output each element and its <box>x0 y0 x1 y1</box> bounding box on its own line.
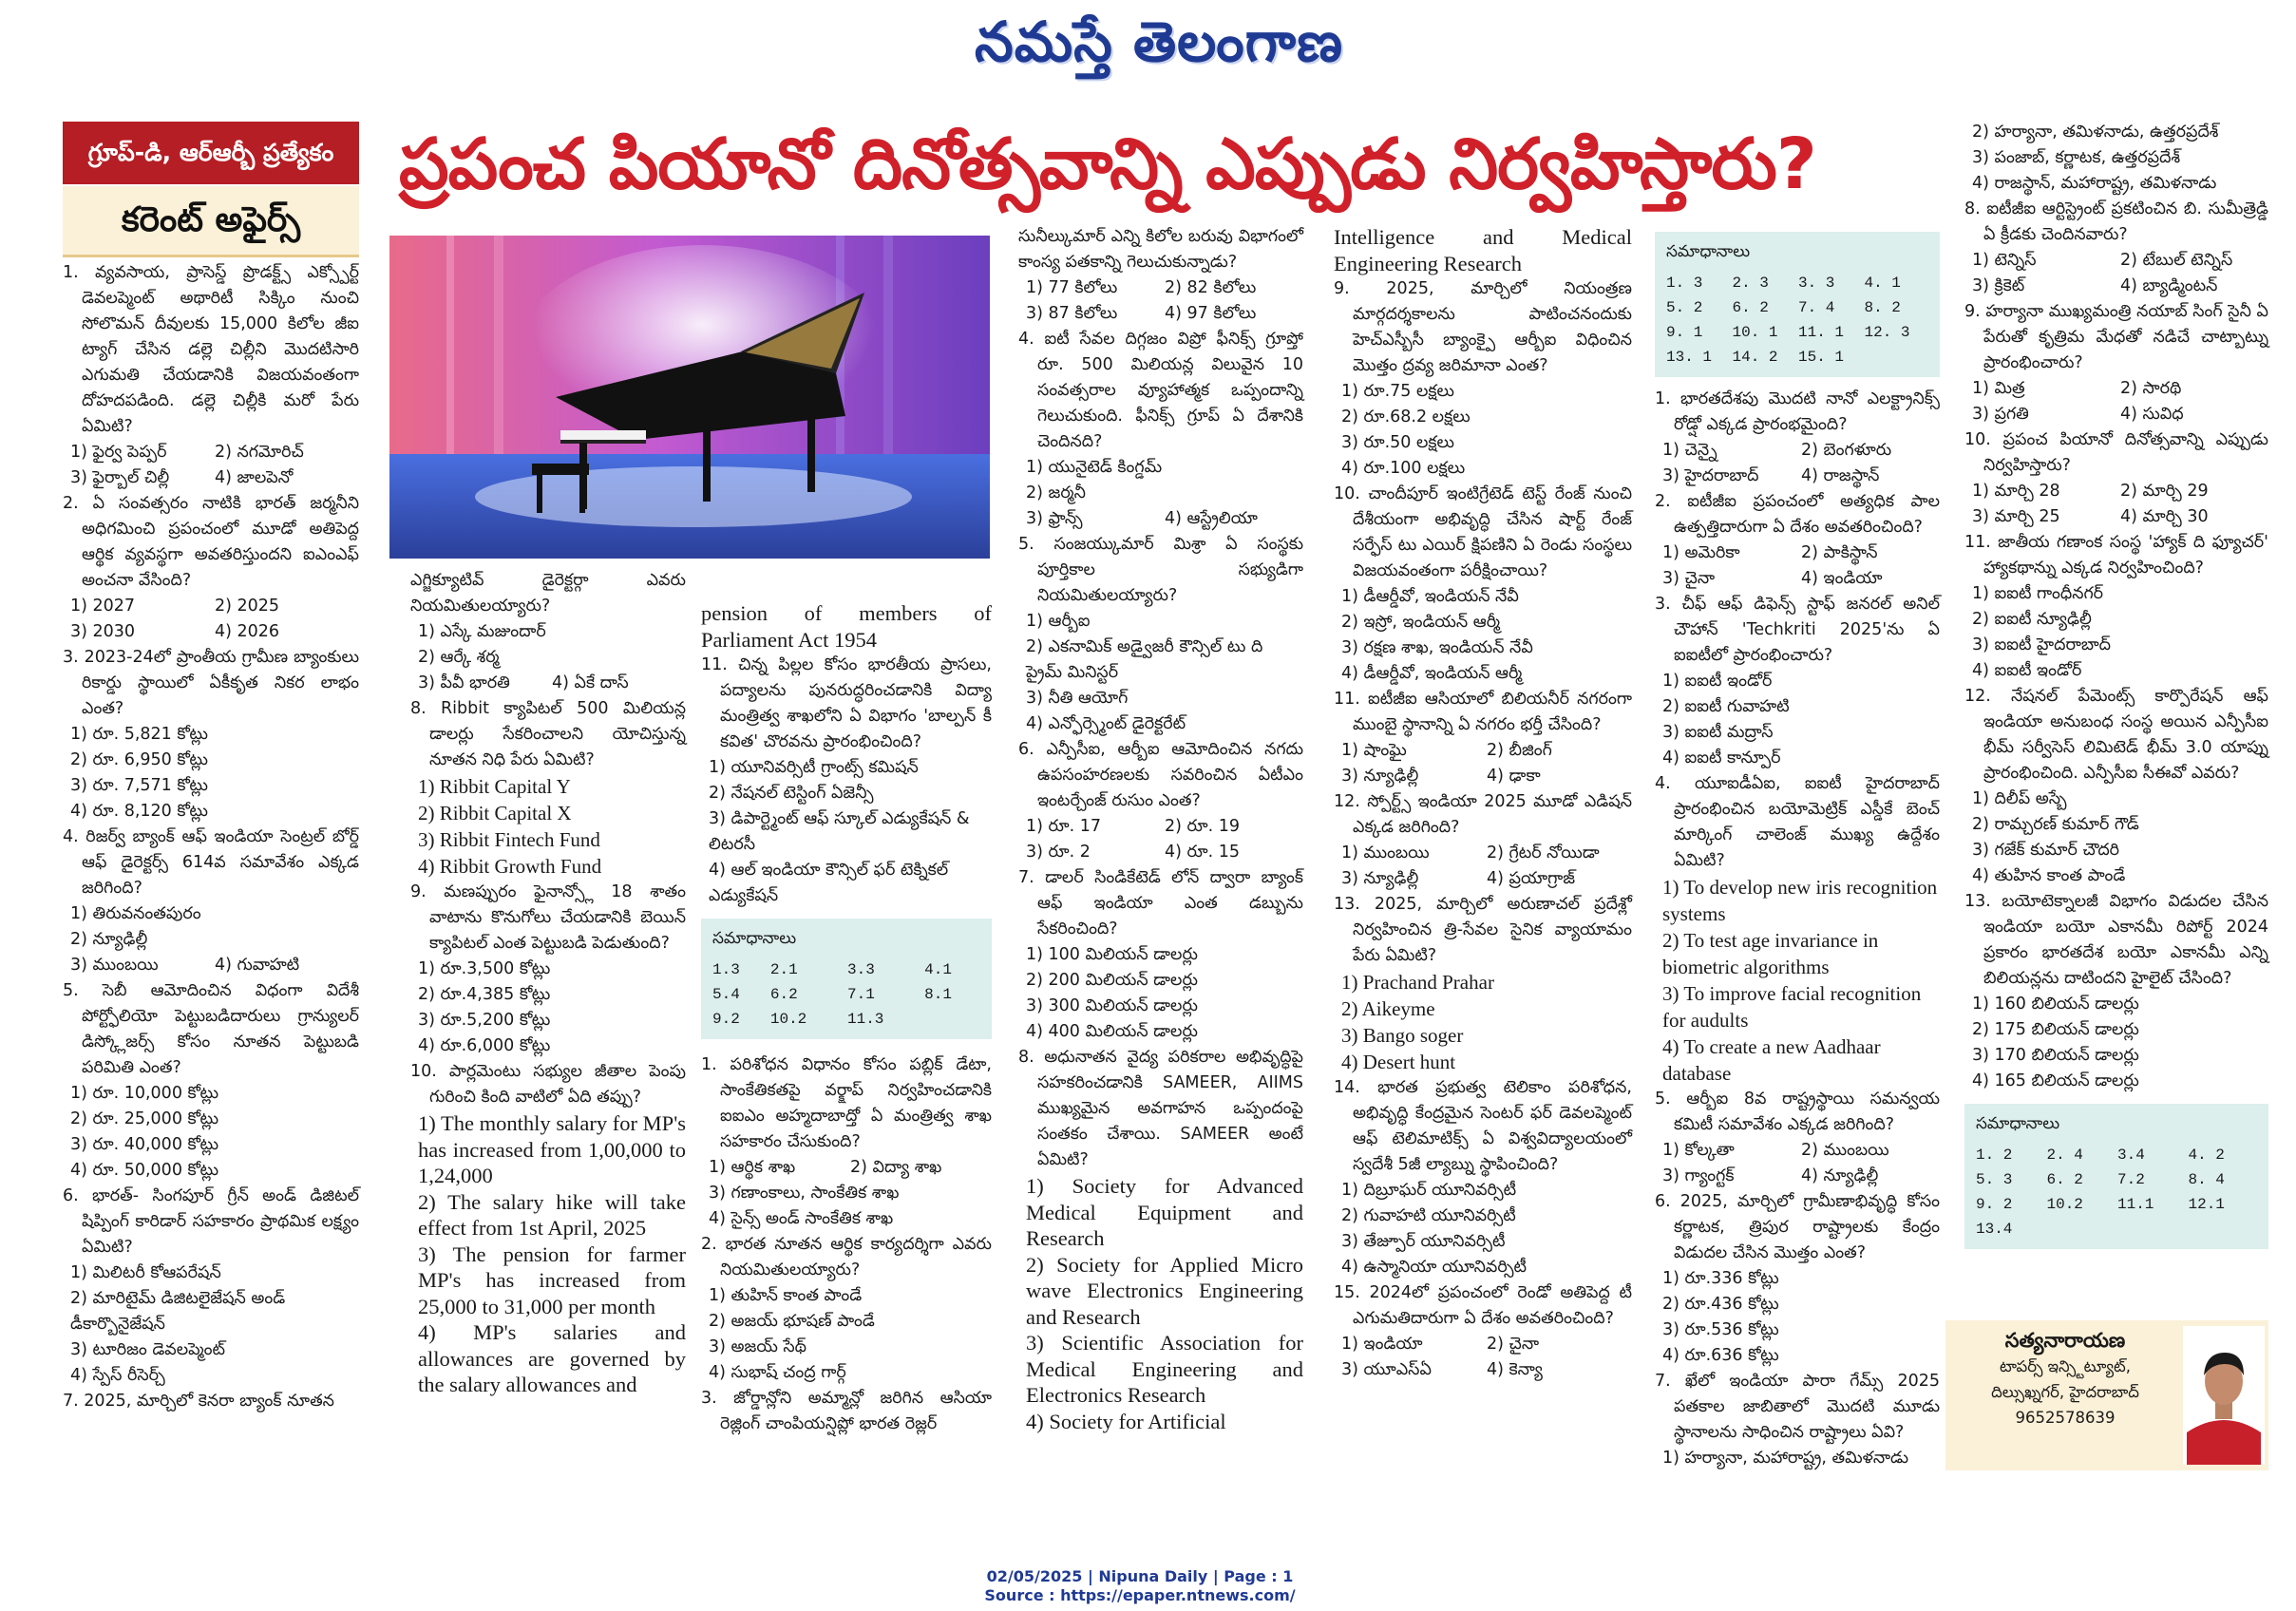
footer-source-line: Source : https://epaper.ntnews.com/ <box>984 1586 1296 1604</box>
option: 1) మిలిటరీ కోఆపరేషన్ <box>70 1263 221 1282</box>
question: 15. 2024లో ప్రపంచంలో రెండో అతిపెద్ద టీ ఎగుమతిదారుగా ఏ దేశం అవతరించింది? <box>1334 1283 1632 1328</box>
page-footer <box>950 1567 1330 1605</box>
option: 3) రక్షణ శాఖ, ఇండియన్ నేవీ <box>1341 638 1533 657</box>
answers-box <box>701 919 992 1039</box>
author-details <box>1951 1328 2179 1431</box>
option: 3) పంజాబ్, కర్ణాటక, ఉత్తరప్రదేశ్ <box>1972 148 2181 167</box>
option: 2) రూ.68.2 లక్షలు <box>1341 407 1471 426</box>
piano-photo <box>389 236 990 559</box>
option: 2) 175 బిలియన్ డాలర్లు <box>1972 1020 2139 1039</box>
option: 1) రూ. 5,821 కోట్లు <box>70 725 208 744</box>
column-1 <box>63 260 359 1414</box>
options-row: 1) షాంఘై 2) బీజింగ్ <box>1341 741 1552 760</box>
column-2 <box>410 568 686 1398</box>
question: 9. హర్యానా ముఖ్యమంత్రి నయాబ్ సింగ్ సైనీ ఏ పేరుతో కృత్రిమ మేధతో నడిచే చాట్బాట్ను ప్రారంభించారు? <box>1964 302 2268 372</box>
question: 13. బయోటెక్నాలజీ విభాగం విడుదల చేసిన ఇండియా బయో ఎకానమీ రిపోర్ట్ 2024 ప్రకారం భారతదేశ బయో ఎకానమీ ఎన్ని బిలియన్లను దాటిందని హైలైట్ చేసింది? <box>1964 892 2268 988</box>
question: 4. యూఐడీఏఐ, ఐఐటీ హైదరాబాద్ ప్రారంభించిన బయోమెట్రిక్ ఎస్డీకే బెంచ్ మార్కింగ్ చాలెంజ్ ముఖ్య ఉద్దేశం ఏమిటి? <box>1655 774 1940 870</box>
question: 7. 2025, మార్చిలో కెనరా బ్యాంక్ నూతన <box>63 1392 334 1411</box>
options-row: 3) న్యూఢిల్లీ 4) ఢాకా <box>1341 767 1541 786</box>
column-6 <box>1655 232 1940 1471</box>
options-row: 3) క్రికెట్ 4) బ్యాడ్మింటన్ <box>1972 276 2218 295</box>
options-row: 3) ఫైర్బాల్ చిల్లీ 4) జాలపెనో <box>70 468 294 487</box>
author-name: సత్యనారాయణ <box>2004 1329 2126 1352</box>
option: 4) Ribbit Growth Fund <box>418 855 602 878</box>
column-3 <box>701 600 992 1437</box>
option: 2) రూ. 6,950 కోట్లు <box>70 750 208 769</box>
option: 4) ఎన్ఫోర్స్మెంట్ డైరెక్టరేట్ <box>1026 714 1186 733</box>
option: 1) ఆర్బీఐ <box>1026 612 1091 631</box>
answers-box <box>1655 232 1940 377</box>
option: 2) అజయ్ భూషణ్ పాండే <box>709 1312 875 1331</box>
option: 1) 160 బిలియన్ డాలర్లు <box>1972 995 2139 1014</box>
option: 2) To test age invariance in biometric algorithms <box>1662 929 1879 978</box>
question: 11. జాతీయ గణాంక సంస్థ 'హ్యాక్ ది ఫ్యూచర్' హ్యాకథాన్ను ఎక్కడ నిర్వహించింది? <box>1964 533 2268 578</box>
option: 4) తుహిన కాంత పాండే <box>1972 866 2126 885</box>
options-row: 3) ప్రగతి 4) సువిధ <box>1972 405 2184 424</box>
option: 1) Ribbit Capital Y <box>418 775 571 798</box>
question: 12. స్పోర్ట్స్ ఇండియా 2025 మూడో ఎడిషన్ ఎక్కడ జరిగింది? <box>1334 792 1632 837</box>
footer-date-line: 02/05/2025 | Nipuna Daily | Page : 1 <box>986 1567 1294 1585</box>
option: 3) డిపార్ట్మెంట్ ఆఫ్ స్కూల్ ఎడ్యుకేషన్ & లిటరసీ <box>709 809 970 854</box>
option: 1) Prachand Prahar <box>1341 971 1494 994</box>
option: 3) రూ.5,200 కోట్లు <box>418 1011 551 1030</box>
options-row: 1) 2027 2) 2025 <box>70 597 280 616</box>
options-row: 3) మార్చి 25 4) మార్చి 30 <box>1972 507 2209 526</box>
answers-table: 1. 3 2. 3 3. 3 4. 1 5. 2 6. 2 7. 4 8. 2 9. 1 10. 1 11. 1 12. 3 13. 1 14. 2 15. 1 <box>1666 275 1910 366</box>
option: 4) ఉస్మానియా యూనివర్సిటీ <box>1341 1258 1527 1277</box>
option: 1) రూ.336 కోట్లు <box>1662 1269 1779 1288</box>
option: 1) దిలీప్ అస్బే <box>1972 789 2067 808</box>
question: 2. ఏ సంవత్సరం నాటికి భారత్ జర్మనీని అధిగమించి ప్రపంచంలో మూడో అతిపెద్ద ఆర్థిక వ్యవస్థగా అవతరిస్తుందని ఐఎంఎఫ్ అంచనా వేసింది? <box>63 494 359 590</box>
column-4 <box>1018 224 1303 1434</box>
option: 1) ఐఐటీ ఇండోర్ <box>1662 672 1773 691</box>
option: 1) రూ.3,500 కోట్లు <box>418 959 551 978</box>
piano-illustration <box>389 236 990 559</box>
option: 1) యూనివర్సిటీ గ్రాంట్స్ కమిషన్ <box>709 758 919 777</box>
options-row: 3) రూ. 2 4) రూ. 15 <box>1026 843 1240 862</box>
options-row: 1) మిత్ర 2) సారథి <box>1972 379 2182 398</box>
topic-badge: కరెంట్ అఫైర్స్ <box>63 186 359 257</box>
option: 1) To develop new iris recognition systems <box>1662 876 1938 925</box>
question: 9. మణప్పురం ఫైనాన్స్లో 18 శాతం వాటాను కొనుగోలు చేయడానికి బెయిన్ క్యాపిటల్ ఎంత పెట్టుబడి పెడుతుంది? <box>410 882 686 953</box>
question: 6. 2025, మార్చిలో గ్రామీణాభివృద్ధి కోసం కర్ణాటక, త్రిపుర రాష్ట్రాలకు కేంద్రం విడుదల చేసిన మొత్తం ఎంత? <box>1655 1192 1940 1262</box>
option: 2) 200 మిలియన్ డాలర్లు <box>1026 971 1198 990</box>
option: 3) రూ. 40,000 కోట్లు <box>70 1135 219 1154</box>
column-7 <box>1964 120 2268 1249</box>
options-row: 1) అమెరికా 2) పాకిస్థాన్ <box>1662 543 1878 562</box>
option: 3) The pension for farmer MP's has increased from 25,000 to 31,000 per month <box>418 1241 686 1318</box>
option: 2) రూ.4,385 కోట్లు <box>418 985 551 1004</box>
option: 3) Scientific Association for Medical Engineering and Electronics Research <box>1026 1331 1303 1407</box>
answers-title: సమాధానాలు <box>712 929 797 948</box>
options-row: 3) 87 కిలోలు 4) 97 కిలోలు <box>1026 304 1257 323</box>
question: 7. డాలర్ సిండికేటెడ్ లోన్ ద్వారా బ్యాంక్ ఆఫ్ ఇండియా ఎంత డబ్బును సేకరించింది? <box>1018 868 1303 938</box>
options-row: 3) ముంబయి 4) గువాహటి <box>70 956 300 975</box>
options-row: 3) 2030 4) 2026 <box>70 622 280 641</box>
question: 10. పార్లమెంటు సభ్యుల జీతాల పెంపు గురించి కింది వాటిలో ఏది తప్పు? <box>410 1062 686 1107</box>
option: 2) నేషనల్ టెస్టింగ్ ఏజెన్సీ <box>709 784 874 803</box>
question: 7. ఖేలో ఇండియా పారా గేమ్స్ 2025 పతకాల జాబితాలో మొదటి మూడు స్థానాలను సాధించిన రాష్ట్రాలు ఏవి? <box>1655 1372 1940 1442</box>
question: 10. ప్రపంచ పియానో దినోత్సవాన్ని ఎప్పుడు నిర్వహిస్తారు? <box>1964 430 2268 475</box>
masthead-logo: నమస్తే తెలంగాణ <box>975 9 1343 74</box>
question: 5. సెబీ ఆమోదించిన విధంగా విదేశీ పోర్ట్ఫోలియో పెట్టుబడిదారులు గ్రాన్యులర్ డిస్క్లోజర్స్ కోసం నూతన పెట్టుబడి పరిమితి ఎంత? <box>63 981 359 1077</box>
option: 1) యునైటెడ్ కింగ్డమ్ <box>1026 458 1163 477</box>
series-badge: గ్రూప్-డి, ఆర్ఆర్బీ ప్రత్యేకం <box>63 122 359 184</box>
question: 8. Ribbit క్యాపిటల్ 500 మిలియన్ల డాలర్లు సేకరించాలని యోచిస్తున్న నూతన నిధి పేరు ఏమిటి? <box>410 699 686 769</box>
options-row: 1) 77 కిలోలు 2) 82 కిలోలు <box>1026 278 1257 297</box>
option: 2) గువాహటి యూనివర్సిటీ <box>1341 1206 1516 1225</box>
option: 4) ఆల్ ఇండియా కౌన్సిల్ ఫర్ టెక్నికల్ ఎడ్యుకేషన్ <box>709 861 949 905</box>
headline: ప్రపంచ పియానో దినోత్సవాన్ని ఎప్పుడు నిర్వహిస్తారు? <box>399 123 1816 205</box>
option: 1) డీఆర్డీవో, ఇండియన్ నేవీ <box>1341 587 1519 606</box>
question-cont: Intelligence and Medical Engineering Research <box>1334 225 1632 275</box>
option: 2) ఐఐటీ గువాహటి <box>1662 697 1790 716</box>
option: 4) Society for Artificial <box>1026 1409 1226 1433</box>
question: 14. భారత ప్రభుత్వ టెలికాం పరిశోధన, అభివృద్ధి కేంద్రమైన సెంటర్ ఫర్ డెవలప్మెంట్ ఆఫ్ టెలిమాటిక్స్ ఏ విశ్వవిద్యాలయంలో స్వదేశీ 5జీ ల్యాబ్ను స్థాపించింది? <box>1334 1078 1632 1174</box>
option: 4) సైన్స్ అండ్ సాంకేతిక శాఖ <box>709 1209 894 1228</box>
option: 4) సుభాష్ చంద్ర గార్గ్ <box>709 1363 846 1382</box>
options-row: 1) కోల్కతా 2) ముంబయి <box>1662 1141 1889 1160</box>
option: 3) రూ.50 లక్షలు <box>1341 433 1454 452</box>
option: 2) హర్యానా, తమిళనాడు, ఉత్తరప్రదేశ్ <box>1972 123 2219 142</box>
question: 6. భారత్- సింగపూర్ గ్రీన్ అండ్ డిజిటల్ షిప్పింగ్ కారిడార్ సహకారం ప్రాథమిక లక్ష్యం ఏమిటి? <box>63 1186 359 1257</box>
option: 3) గజేక్ కుమార్ చౌదరి <box>1972 841 2120 860</box>
author-place: దిల్సుఖ్నగర్, హైదరాబాద్ <box>1991 1383 2139 1401</box>
question: 9. 2025, మార్చిలో నియంత్రణ మార్గదర్శకాలను పాటించనందుకు హెచ్ఎస్బీసీ బ్యాంక్పై ఆర్బీఐ విధించిన మొత్తం ద్రవ్య జరిమానా ఎంత? <box>1334 279 1632 375</box>
option: 3) Ribbit Fintech Fund <box>418 828 600 851</box>
option: 4) స్పేస్ రీసెర్చ్ <box>70 1366 165 1385</box>
option: 1) 100 మిలియన్ డాలర్లు <box>1026 945 1198 964</box>
options-row: 3) చైనా 4) ఇండియా <box>1662 569 1883 588</box>
options-row: 3) న్యూఢిల్లీ 4) ప్రయాగ్రాజ్ <box>1341 869 1575 888</box>
option: 2) ఎకనామిక్ అడ్వైజరీ కౌన్సిల్ టు ది ప్రైమ్ మినిస్టర్ <box>1026 637 1263 682</box>
option: 4) రూ.100 లక్షలు <box>1341 459 1466 478</box>
option: 1) The monthly salary for MP's has increased from 1,00,000 to 1,24,000 <box>418 1111 686 1187</box>
option: 1) ఎస్కే మజుందార్ <box>418 622 546 641</box>
question: 1. వ్యవసాయ, ప్రాసెస్డ్ ప్రొడక్ట్స్ ఎక్స్పోర్ట్ డెవలప్మెంట్ అథారిటీ సిక్కిం నుంచి సోలొమన్ దీవులకు 15,000 కిలోల జీఐ ట్యాగ్ చేసిన డల్లె చిల్లీని మొదటిసారి ఎగుమతి చేయడానికి విజయవంతంగా దోహదపడింది. డల్లె చిల్లీకి మరో పేరు ఏమిటి? <box>63 263 359 436</box>
options-row: 1) ఆర్థిక శాఖ 2) విద్యా శాఖ <box>709 1158 942 1177</box>
option: 3) 170 బిలియన్ డాలర్లు <box>1972 1046 2139 1065</box>
option: 1) ఐఐటీ గాంధీనగర్ <box>1972 584 2104 603</box>
option: 3) రూ.536 కోట్లు <box>1662 1320 1779 1339</box>
author-box <box>1945 1320 2268 1470</box>
question: 13. 2025, మార్చిలో అరుణాచల్ ప్రదేశ్లో నిర్వహించిన త్రి-సేవల సైనిక వ్యాయామం పేరు ఏమిటి? <box>1334 895 1632 965</box>
option: 4) MP's salaries and allowances are governed by the salary allowances and <box>418 1320 686 1396</box>
options-row: 3) గ్యాంగ్టక్ 4) న్యూఢిల్లీ <box>1662 1166 1879 1185</box>
question: 5. ఆర్బీఐ 8వ రాష్ట్రస్థాయి సమన్వయ కమిటీ సమావేశం ఎక్కడ జరిగింది? <box>1655 1090 1940 1134</box>
question: 2. భారత నూతన ఆర్థిక కార్యదర్శిగా ఎవరు నియమితులయ్యారు? <box>701 1235 992 1279</box>
question: 4. రిజర్వ్ బ్యాంక్ ఆఫ్ ఇండియా సెంట్రల్ బోర్డ్ ఆఫ్ డైరెక్టర్స్ 614వ సమావేశం ఎక్కడ జరిగింది? <box>63 827 359 898</box>
question-cont: ఎగ్జిక్యూటివ్ డైరెక్టర్గా ఎవరు నియమితులయ్యారు? <box>410 571 686 616</box>
option: 1) తుహిన్ కాంత పాండే <box>709 1286 863 1305</box>
question: 4. ఐటీ సేవల దిగ్గజం విప్రో ఫీనిక్స్ గ్రూప్తో రూ. 500 మిలియన్ల విలువైన 10 సంవత్సరాల వ్యూహాత్మక ఒప్పందాన్ని గెలుచుకుంది. ఫీనిక్స్ గ్రూప్ ఏ దేశానికి చెందినది? <box>1018 330 1303 451</box>
option: 4) రూ.636 కోట్లు <box>1662 1346 1779 1365</box>
option: 1) దిబ్రూఘర్ యూనివర్సిటీ <box>1341 1181 1517 1200</box>
option: 2) The salary hike will take effect from 1st April, 2025 <box>418 1189 686 1240</box>
option: 2) ఆర్కే శర్మ <box>418 648 500 667</box>
author-phone: 9652578639 <box>2015 1409 2116 1427</box>
option: 3) To improve facial recognition for audults <box>1662 982 1922 1032</box>
question: 2. ఐటీజీఐ ప్రపంచంలో అత్యధిక పాల ఉత్పత్తిదారుగా ఏ దేశం అవతరించింది? <box>1655 492 1940 537</box>
options-row: 3) హైదరాబాద్ 4) రాజస్థాన్ <box>1662 466 1880 485</box>
option: 3) గణాంకాలు, సాంకేతిక శాఖ <box>709 1184 900 1203</box>
option: 2) రూ. 25,000 కోట్లు <box>70 1109 219 1128</box>
option: 2) ఇస్రో, ఇండియన్ ఆర్మీ <box>1341 613 1500 632</box>
option: 2) Aikeyme <box>1341 997 1435 1020</box>
option: 2) ఐఐటీ న్యూఢిల్లీ <box>1972 610 2092 629</box>
option: 3) Bango soger <box>1341 1024 1464 1047</box>
question: 11. చిన్న పిల్లల కోసం భారతీయ ప్రాసలు, పద్యాలను పునరుద్ధరించడానికి విద్యా మంత్రిత్వ శాఖలోని ఏ విభాగం 'బాల్పన్ కీ కవిత' చొరవను ప్రారంభించింది? <box>701 655 992 751</box>
answers-table: 1. 2 2. 4 3.4 4. 2 5. 3 6. 2 7.2 8. 4 9. 2 10.2 11.1 12.1 13.4 <box>1976 1147 2225 1238</box>
option: 4) రూ. 50,000 కోట్లు <box>70 1161 219 1180</box>
question-cont: pension of members of Parliament Act 1954 <box>701 601 992 652</box>
option: 1) రూ. 10,000 కోట్లు <box>70 1084 219 1103</box>
question: 3. చీఫ్ ఆఫ్ డిఫెన్స్ స్టాఫ్ జనరల్ అనిల్ చౌహాన్ 'Techkriti 2025'ను ఏ ఐఐటీలో ప్రారంభించారు? <box>1655 595 1940 665</box>
option: 2) Society for Applied Micro wave Electronics Engineering and Research <box>1026 1252 1303 1329</box>
option: 4) రూ. 8,120 కోట్లు <box>70 802 208 821</box>
option: 2) రామ్చరణ్ కుమార్ గౌడ్ <box>1972 815 2139 834</box>
option: 3) అజయ్ సేథ్ <box>709 1337 807 1356</box>
option: 3) తేజ్పూర్ యూనివర్సిటీ <box>1341 1232 1506 1251</box>
option: 3) రూ. 7,571 కోట్లు <box>70 776 208 795</box>
options-row: 1) చెన్నై 2) బెంగళూరు <box>1662 441 1892 460</box>
question: 6. ఎన్పీసీఐ, ఆర్బీఐ ఆమోదించిన నగదు ఉపసంహరణలకు సవరించిన ఏటీఎం ఇంటర్చేంజ్ రుసుం ఎంత? <box>1018 740 1303 810</box>
question: 1. పరిశోధన విధానం కోసం పబ్లిక్ డేటా, సాంకేతికతపై వర్క్షాప్ నిర్వహించడానికి ఐఐఎం అహ్మదాబాద్తో ఏ మంత్రిత్వ శాఖ సహకారం చేసుకుంది? <box>701 1055 992 1151</box>
option: 2) రూ.436 కోట్లు <box>1662 1295 1779 1314</box>
question: 3. జోర్డాన్లోని అమ్మాన్లో జరిగిన ఆసియా రెజ్లింగ్ చాంపియన్షిప్లో భారత రెజ్లర్ <box>701 1389 992 1433</box>
options-row: 1) ముంబయి 2) గ్రేటర్ నోయిడా <box>1341 843 1600 862</box>
option: 4) To create a new Aadhaar database <box>1662 1035 1881 1085</box>
option: 4) రూ.6,000 కోట్లు <box>418 1036 551 1055</box>
option: 3) 300 మిలియన్ డాలర్లు <box>1026 996 1198 1015</box>
question-cont: సునీల్కుమార్ ఎన్ని కిలోల బరువు విభాగంలో కాంస్య పతకాన్ని గెలుచుకున్నాడు? <box>1018 227 1303 272</box>
option: 4) Desert hunt <box>1341 1051 1456 1073</box>
options-row: 1) ఫైర్వ పెప్పర్ 2) నగమోరిచ్ <box>70 443 304 462</box>
column-5 <box>1334 224 1632 1383</box>
option: 1) హర్యానా, మహారాష్ట్ర, తమిళనాడు <box>1662 1449 1909 1468</box>
author-org: టాపర్స్ ఇన్స్టిట్యూట్, <box>2000 1357 2131 1375</box>
avatar-icon <box>2183 1326 2265 1465</box>
question: 12. నేషనల్ పేమెంట్స్ కార్పొరేషన్ ఆఫ్ ఇండియా అనుబంధ సంస్థ అయిన ఎన్పీసీఐ భీమ్ సర్వీసెస్ లిమిటెడ్ భీమ్ 3.0 యాప్ను ప్రారంభించింది. ఎన్పీసీఐ సీఈవో ఎవరు? <box>1964 687 2268 783</box>
question: 1. భారతదేశపు మొదటి నానో ఎలక్ట్రానిక్స్ రోడ్షో ఎక్కడ ప్రారంభమైంది? <box>1655 389 1940 434</box>
question: 5. సంజయ్కుమార్ మిశ్రా ఏ సంస్థకు పూర్తికాల సభ్యుడిగా నియమితులయ్యారు? <box>1018 535 1303 605</box>
options-row: 3) ఫ్రాన్స్ 4) ఆస్ట్రేలియా <box>1026 509 1258 528</box>
options-row: 1) టెన్నిస్ 2) టేబుల్ టెన్నిస్ <box>1972 251 2233 270</box>
options-row: 1) రూ. 17 2) రూ. 19 <box>1026 817 1240 836</box>
option: 2) న్యూఢిల్లీ <box>70 930 148 949</box>
author-photo <box>2183 1326 2265 1465</box>
option: 4) 400 మిలియన్ డాలర్లు <box>1026 1022 1198 1041</box>
question: 11. ఐటీజీఐ ఆసియాలో బిలియనీర్ నగరంగా ముంబై స్థానాన్ని ఏ నగరం భర్తీ చేసింది? <box>1334 690 1632 734</box>
option: 2) జర్మనీ <box>1026 483 1086 502</box>
question: 8. ఐటీజీఐ ఆర్టిస్ట్రెంట్ ప్రకటించిన బి. సుమీత్రెడ్డి ఏ క్రీడకు చెందినవారు? <box>1964 199 2268 244</box>
option: 4) రాజస్థాన్, మహారాష్ట్ర, తమిళనాడు <box>1972 174 2217 193</box>
answers-title: సమాధానాలు <box>1976 1114 2060 1133</box>
option: 1) Society for Advanced Medical Equipment and Research <box>1026 1174 1303 1250</box>
option: 3) టూరిజం డెవలప్మెంట్ <box>70 1340 226 1359</box>
option: 4) ఐఐటీ ఇండోర్ <box>1972 661 2082 680</box>
answers-title: సమాధానాలు <box>1666 242 1751 261</box>
option: 2) Ribbit Capital X <box>418 802 572 824</box>
option: 3) ఐఐటీ మద్రాస్ <box>1662 723 1774 742</box>
option: 1) రూ.75 లక్షలు <box>1341 382 1454 401</box>
answers-box <box>1964 1104 2268 1249</box>
answers-table: 1.3 2.1 3.3 4.1 5.4 6.2 7.1 8.1 9.2 10.2 11.3 <box>712 961 952 1028</box>
options-row: 3) యూఎస్ఏ 4) కెన్యా <box>1341 1360 1543 1379</box>
options-row: 1) మార్చి 28 2) మార్చి 29 <box>1972 482 2209 501</box>
option: 4) 165 బిలియన్ డాలర్లు <box>1972 1071 2139 1090</box>
option: 3) నీతి ఆయోగ్ <box>1026 689 1129 708</box>
question: 10. చాందీపూర్ ఇంటిగ్రేటెడ్ టెస్ట్ రేంజ్ నుంచి దేశీయంగా అభివృద్ధి చేసిన షార్ట్ రేంజ్ సర్ఫేస్ టు ఎయిర్ క్షిపణిని ఏ రెండు సంస్థలు విజయవంతంగా పరీక్షించాయి? <box>1334 484 1632 580</box>
options-row: 1) ఇండియా 2) చైనా <box>1341 1335 1540 1354</box>
option: 4) ఐఐటీ కాన్పూర్ <box>1662 749 1781 768</box>
options-row: 3) పీవీ భారతి 4) ఏకే దాస్ <box>418 673 629 692</box>
option: 1) తిరువనంతపురం <box>70 904 201 923</box>
option: 4) డీఆర్డీవో, ఇండియన్ ఆర్మీ <box>1341 664 1523 683</box>
option: 2) మారిటైమ్ డిజిటలైజేషన్ అండ్ డీకార్బొనైజేషన్ <box>70 1289 286 1334</box>
question: 8. అధునాతన వైద్య పరికరాల అభివృద్ధిపై సహకరించడానికి SAMEER, AIIMS ముఖ్యమైన అవగాహన ఒప్పందంపై సంతకం చేశాయి. SAMEER అంటే ఏమిటి? <box>1018 1048 1303 1169</box>
option: 3) ఐఐటీ హైదరాబాద్ <box>1972 635 2111 654</box>
question: 3. 2023-24లో ప్రాంతీయ గ్రామీణ బ్యాంకులు రికార్డు స్థాయిలో ఏకీకృత నికర లాభం ఎంత? <box>63 648 359 718</box>
